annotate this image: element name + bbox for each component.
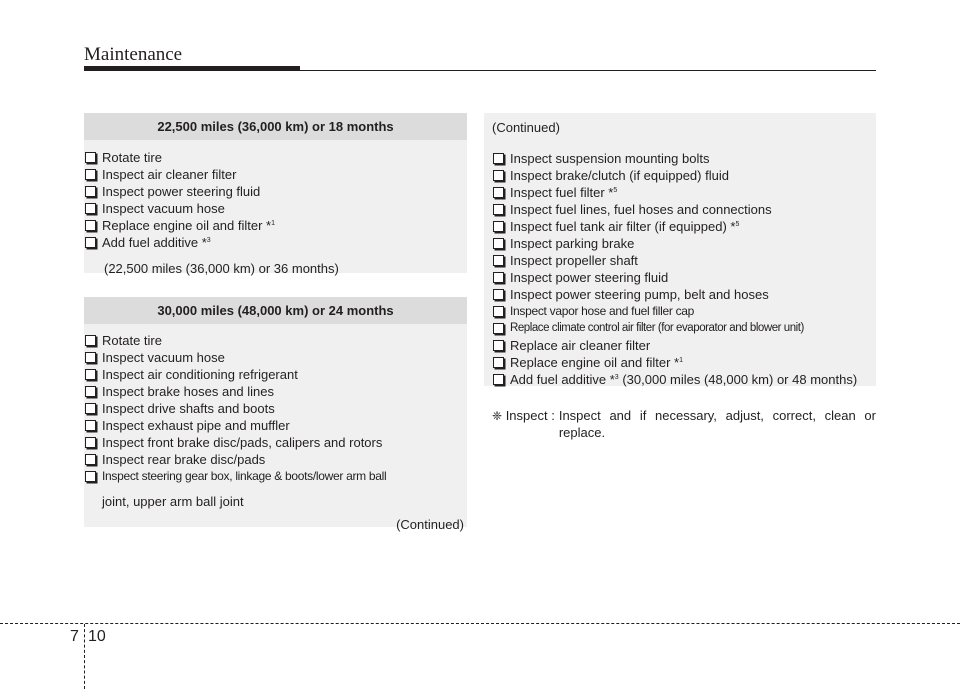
checkbox-icon xyxy=(493,221,504,232)
section-title: Maintenance xyxy=(84,44,183,65)
checkbox-icon xyxy=(493,153,504,164)
chapter-number: 7 xyxy=(70,628,79,645)
note-label: Inspect : xyxy=(505,408,555,423)
checklist-item: Replace engine oil and filter *$^1$ xyxy=(492,354,876,371)
checklist-item: Inspect power steering fluid xyxy=(492,269,876,286)
checkbox-icon xyxy=(493,204,504,215)
checklist-item: Inspect fuel tank air filter (if equipped) *$^5$ xyxy=(492,218,876,235)
checklist-item: Inspect parking brake xyxy=(492,235,876,252)
note-text: Inspect and if necessary, adjust, correct, clean or replace. xyxy=(558,408,876,440)
footer-vertical-divider xyxy=(84,624,85,689)
checklist-item: Inspect air cleaner filter xyxy=(84,166,467,183)
schedule-box-title: 30,000 miles (48,000 km) or 24 months xyxy=(84,297,467,324)
checklist-item: Add fuel additive *$^3$ xyxy=(84,234,467,251)
footnote-ref: 5 xyxy=(613,187,618,194)
checkbox-icon xyxy=(85,203,96,214)
footnote-ref: 3 xyxy=(206,237,211,244)
schedule-box-22500 xyxy=(84,113,467,276)
checklist-item: Replace engine oil and filter *$^1$ xyxy=(84,217,467,234)
checkbox-icon xyxy=(85,237,96,248)
checkbox-icon xyxy=(85,169,96,180)
footnote-ref: 1 xyxy=(271,220,276,227)
page-number: 10 xyxy=(88,628,106,645)
footnote-ref: 3 xyxy=(614,374,619,381)
checkbox-icon xyxy=(493,306,504,317)
note-symbol-icon: ❈ xyxy=(492,409,503,423)
schedule-box-30000 xyxy=(84,297,467,532)
checkbox-icon xyxy=(85,220,96,231)
interval-note: (22,500 miles (36,000 km) or 36 months) xyxy=(104,261,339,276)
checklist-item: Inspect air conditioning refrigerant xyxy=(84,366,467,383)
checkbox-icon xyxy=(493,170,504,181)
schedule-box-continued xyxy=(484,113,876,386)
checkbox-icon xyxy=(85,437,96,448)
checkbox-icon xyxy=(85,454,96,465)
checklist-item: Inspect vacuum hose xyxy=(84,349,467,366)
checkbox-icon xyxy=(85,403,96,414)
checkbox-icon xyxy=(493,357,504,368)
checkbox-icon xyxy=(493,289,504,300)
checkbox-icon xyxy=(493,255,504,266)
continued-label: (Continued) xyxy=(396,517,464,532)
checkbox-icon xyxy=(493,187,504,198)
header-rule-thick xyxy=(84,66,300,71)
checkbox-icon xyxy=(493,340,504,351)
checklist-item: Rotate tire xyxy=(84,149,467,166)
continued-label: (Continued) xyxy=(492,120,560,135)
checkbox-icon xyxy=(85,152,96,163)
checklist-item: Inspect vacuum hose xyxy=(84,200,467,217)
checkbox-icon xyxy=(85,420,96,431)
schedule-box-title: 22,500 miles (36,000 km) or 18 months xyxy=(84,113,467,140)
checklist-item: Inspect fuel lines, fuel hoses and connections xyxy=(492,201,876,218)
checklist-item: Inspect brake hoses and lines xyxy=(84,383,467,400)
checklist-item: Inspect propeller shaft xyxy=(492,252,876,269)
checklist-item: Inspect brake/clutch (if equipped) fluid xyxy=(492,167,876,184)
checkbox-icon xyxy=(85,186,96,197)
checklist-item: Inspect fuel filter *$^5$ xyxy=(492,184,876,201)
footnote-ref: 1 xyxy=(679,357,684,364)
checklist-item: Inspect vapor hose and fuel filler cap xyxy=(492,303,876,320)
inspect-note xyxy=(492,407,876,441)
checkbox-icon xyxy=(493,238,504,249)
checklist-item: Inspect exhaust pipe and muffler xyxy=(84,417,467,434)
checkbox-icon xyxy=(85,369,96,380)
checkbox-icon xyxy=(85,471,96,482)
checkbox-icon xyxy=(85,352,96,363)
interval-note: (30,000 miles (48,000 km) or 48 months) xyxy=(622,372,858,387)
checklist-item: Inspect front brake disc/pads, calipers and rotors xyxy=(84,434,467,451)
checklist-item: Inspect power steering fluid xyxy=(84,183,467,200)
footnote-ref: 5 xyxy=(735,221,740,228)
checklist xyxy=(84,140,467,251)
footer-divider xyxy=(0,623,960,624)
checklist-item: Rotate tire xyxy=(84,332,467,349)
checklist-item-continuation: joint, upper arm ball joint xyxy=(102,494,244,509)
checklist-item: Inspect suspension mounting bolts xyxy=(492,150,876,167)
checkbox-icon xyxy=(85,335,96,346)
header-rule-thin xyxy=(300,70,876,71)
checklist xyxy=(484,136,876,388)
checkbox-icon xyxy=(493,323,504,334)
checklist-item: Replace climate control air filter (for evaporator and blower unit) xyxy=(492,320,876,337)
checkbox-icon xyxy=(493,272,504,283)
checklist-item: Inspect drive shafts and boots xyxy=(84,400,467,417)
checklist-item: Replace air cleaner filter xyxy=(492,337,876,354)
checkbox-icon xyxy=(493,374,504,385)
checklist-item: Inspect steering gear box, linkage & boots/lower arm ball xyxy=(84,468,467,485)
checkbox-icon xyxy=(85,386,96,397)
checklist-item: Inspect power steering pump, belt and hoses xyxy=(492,286,876,303)
checklist-item: Inspect rear brake disc/pads xyxy=(84,451,467,468)
checklist xyxy=(84,324,467,485)
checklist-item: Add fuel additive *$^3$ (30,000 miles (48,000 km) or 48 months) xyxy=(492,371,876,388)
